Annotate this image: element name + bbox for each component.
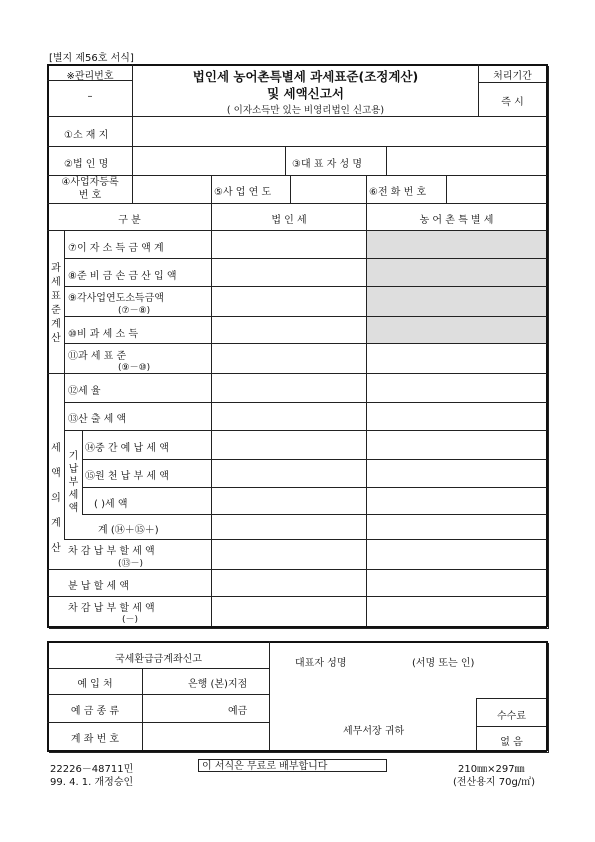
account-number-field[interactable] [144,724,268,749]
s1-bottom-line [47,373,547,374]
col-divider-corp [211,203,212,626]
row-nontaxable-label: ⑩비 과 세 소 득 [68,329,138,340]
processing-label: 처리기간 [493,71,532,82]
row-balance-label: 차 감 납 부 할 세 액 [68,546,155,557]
biz-reg-label-2: 번 호 [78,190,102,201]
biz-reg-label-1: ④사업자등록 [61,177,119,188]
deposit-type-label: 예 금 종 류 [70,706,120,717]
row-installment-label: 분 납 할 세 액 [68,581,130,592]
row-tax-base-label: ⑪과 세 표 준 [68,351,127,362]
info-divider-a [132,116,133,203]
s1-line-2 [64,286,547,287]
footer-code: 22226－48711민 [50,764,134,775]
section2-label: 세 액 의 계 산 [51,443,61,554]
address-field[interactable] [134,118,544,144]
bank-label: 예 입 처 [77,679,113,690]
s2-line-4 [82,487,547,488]
rep-sign-label: 대표자 성명 [295,658,347,669]
header-bottom-line [47,116,547,117]
info-divider-d [211,175,212,203]
footer-paper: (전산용지 70g/㎡) [453,777,536,788]
s2-line-2 [64,430,547,431]
prepaid-group-label: 기 납 부 세 액 [68,451,79,514]
column-category: 구 분 [118,215,141,226]
sign-note[interactable]: (서명 또는 인) [412,658,475,669]
s2-line-8 [47,596,547,597]
row-income-sub: (⑦－⑧) [118,306,151,316]
row-subtotal-label: 계 (⑭＋⑮＋) [98,525,159,536]
row-balance-sub: (⑬－) [118,559,144,569]
rep-name-label: ③대 표 자 성 명 [292,159,362,170]
section1-label: 과 세 표 준 계 산 [51,263,61,344]
mgmt-number-label: ※관리번호 [66,71,114,82]
form-title-line1: 법인세 농어촌특별세 과세표준(조정계산) [192,69,419,84]
row-withholding-label: ⑮원 천 납 부 세 액 [85,471,169,482]
corp-name-field[interactable] [134,148,284,174]
tax-office-addressee: 세무서장 귀하 [343,726,405,737]
form-title-line2: 및 세액신고서 [267,86,344,101]
section1-label-divider [64,230,65,373]
refund-line-1 [47,668,269,669]
fee-label: 수수료 [497,711,526,722]
row-interim-label: ⑭중 간 예 납 세 액 [85,443,169,454]
refund-line-3 [47,722,269,723]
deposit-suffix[interactable]: 예금 [228,706,248,717]
s1-line-4 [64,343,547,344]
biz-year-label: ⑤사 업 연 도 [214,187,272,198]
mgmt-number-value: – [87,91,93,102]
row-tax-rate-label: ⑫세 율 [68,386,101,397]
address-label: ①소 재 지 [64,130,109,141]
row-income-label: ⑨각사업연도소득금액 [68,293,164,304]
refund-title: 국세환급금계좌신고 [115,654,202,665]
bank-suffix[interactable]: 은행 (본)지점 [188,679,248,690]
info-divider-c [386,146,387,175]
info-line-1 [47,146,547,147]
rep-name-field[interactable] [388,148,544,174]
phone-field[interactable] [448,177,544,202]
box2-top [47,641,547,643]
form-subtitle: ( 이자소득만 있는 비영리법인 신고용) [226,105,385,116]
account-label: 계 좌 번 호 [70,734,120,745]
frame-bottom-shadow [49,628,549,629]
frame-top [47,64,547,66]
s1-line-3 [64,316,547,317]
s2-line-1 [64,402,547,403]
row-reserve-label: ⑧준 비 금 손 금 산 입 액 [68,271,177,282]
info-divider-e [290,175,291,203]
column-corporate-tax: 법 인 세 [271,215,307,226]
processing-value: 즉 시 [501,97,524,108]
row-balance2-sub: (－) [122,615,139,625]
form-number: [별지 제56호 서식] [49,53,134,64]
info-divider-b [285,146,286,175]
footer-approval: 99. 4. 1. 개정승인 [50,777,134,788]
s2-line-6 [64,539,547,540]
info-divider-f [366,175,367,203]
row-interest-income-label: ⑦이 자 소 득 금 액 계 [68,243,164,254]
prepaid-group-divider [82,430,83,514]
row-tax-base-sub: (⑨－⑩) [118,363,151,373]
info-line-3 [47,203,547,204]
s2-line-5 [82,514,547,515]
fee-top-line [476,698,546,699]
info-divider-g [446,175,447,203]
footer-size: 210㎜×297㎜ [458,764,525,775]
biz-reg-field[interactable] [134,177,210,202]
rural-shaded-area [367,231,546,343]
s2-line-7 [47,569,547,570]
free-distribution-notice: 이 서식은 무료로 배부합니다 [198,759,387,772]
phone-label: ⑥전 화 번 호 [369,187,427,198]
s1-line-1 [64,258,547,259]
refund-divider [142,668,143,750]
header-proc-split [478,82,546,83]
s2-line-3 [82,459,547,460]
box2-divider-main [269,641,270,750]
fee-value: 없 음 [500,737,523,748]
row-computed-tax-label: ⑬산 출 세 액 [68,414,127,425]
refund-line-2 [47,694,269,695]
row-balance2-label: 차 감 납 부 할 세 액 [68,603,155,614]
info-line-2 [47,175,547,176]
box2-bottom-shadow [49,752,549,753]
row-other-paren-label: ( )세 액 [94,499,128,510]
box2-right-shadow [548,643,549,752]
frame-right-shadow [548,66,549,628]
corp-name-label: ②법 인 명 [64,159,109,170]
biz-year-field[interactable] [292,177,365,202]
fee-mid-line [476,726,546,727]
column-rural-tax: 농 어 촌 특 별 세 [419,215,494,226]
